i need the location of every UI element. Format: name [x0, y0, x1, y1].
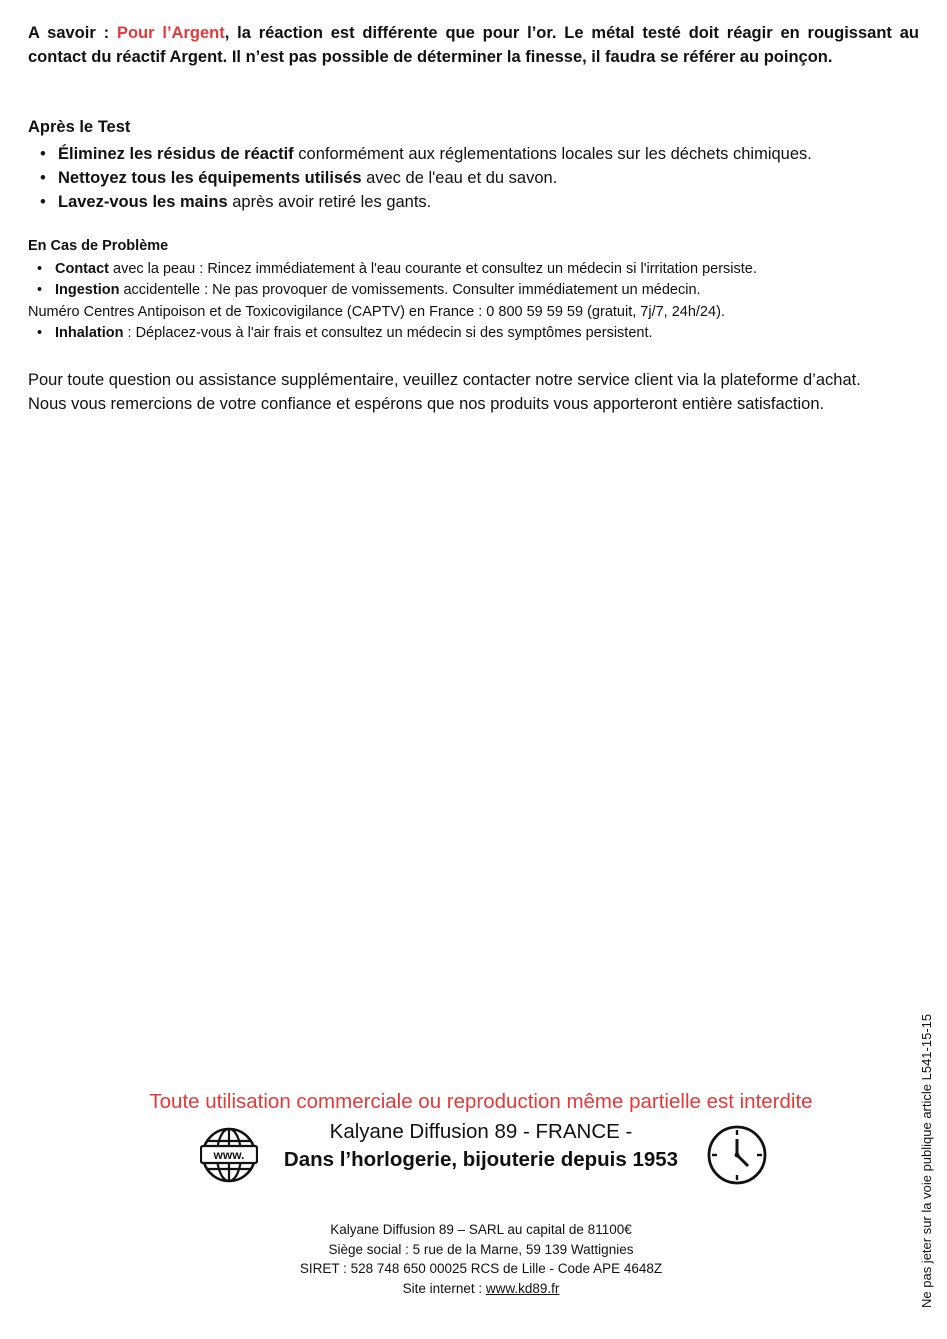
problem-heading: En Cas de Problème — [28, 238, 169, 254]
intro-highlight: Pour l’Argent — [116, 24, 225, 42]
intro-lead: A savoir : — [28, 24, 117, 42]
www-icon-text: www. — [213, 1148, 245, 1162]
company-slogan: Dans l’horlogerie, bijouterie depuis 1953 — [283, 1148, 679, 1171]
intro-rest: , la réaction est différente que pour l’or. Le métal testé doit réagir en rougissant au contact du réactif Argent. Il n’est pas possible de déterminer la finesse, il faudra se référer au poinçon. — [28, 24, 919, 66]
list-item-strong: Contact — [55, 261, 109, 277]
bullet-icon: • — [40, 145, 46, 163]
list-item — [40, 142, 812, 166]
copyright-notice: Toute utilisation commerciale ou reproduction même partielle est interdite — [149, 1090, 813, 1113]
bullet-icon: • — [37, 325, 43, 341]
after-test-heading: Après le Test — [28, 118, 131, 136]
legal-info — [0, 1220, 947, 1298]
bullet-icon: • — [40, 193, 46, 211]
list-item-strong: Lavez-vous les mains — [58, 193, 228, 211]
problem-list-2 — [37, 323, 653, 344]
list-item-strong: Inhalation — [55, 325, 124, 341]
list-item — [40, 166, 812, 190]
problem-list — [37, 259, 757, 301]
clock-icon — [706, 1124, 768, 1186]
list-item-strong: Ingestion — [55, 282, 120, 298]
side-note: Ne pas jeter sur la voie publique article L541-15-15 — [919, 1013, 934, 1308]
closing-paragraph-2: Nous vous remercions de votre confiance et espérons que nos produits vous apporteront entière satisfaction. — [28, 395, 825, 413]
list-item — [37, 280, 757, 301]
website-label: Site internet : — [402, 1280, 486, 1296]
bullet-icon: • — [37, 261, 43, 277]
after-test-list — [40, 142, 812, 214]
bullet-icon: • — [37, 282, 43, 298]
legal-line-4 — [0, 1279, 947, 1299]
company-name: Kalyane Diffusion 89 - FRANCE - — [329, 1120, 633, 1143]
legal-line-2: Siège social : 5 rue de la Marne, 59 139 Wattignies — [328, 1241, 634, 1257]
bullet-icon: • — [40, 169, 46, 187]
legal-line-1: Kalyane Diffusion 89 – SARL au capital de 81100€ — [330, 1222, 632, 1237]
list-item-strong: Éliminez les résidus de réactif — [58, 145, 294, 163]
list-item-text: : Déplacez-vous à l'air frais et consultez un médecin si des symptômes persistent. — [123, 325, 653, 341]
list-item-text: conformément aux réglementations locales sur les déchets chimiques. — [293, 145, 812, 163]
list-item — [40, 190, 812, 214]
list-item-text: accidentelle : Ne pas provoquer de vomissements. Consulter immédiatement un médecin. — [119, 282, 701, 298]
list-item-strong: Nettoyez tous les équipements utilisés — [58, 169, 362, 187]
list-item — [37, 259, 757, 280]
closing-paragraph-1: Pour toute question ou assistance supplémentaire, veuillez contacter notre service client via la plateforme d’achat. — [28, 371, 861, 389]
website-link[interactable]: www.kd89.fr — [485, 1280, 560, 1296]
legal-line-3: SIRET : 528 748 650 00025 RCS de Lille - Code APE 4648Z — [299, 1261, 663, 1276]
list-item — [37, 323, 653, 344]
list-item-text: avec la peau : Rincez immédiatement à l'eau courante et consultez un médecin si l'irritation persiste. — [108, 261, 757, 277]
captv-number: Numéro Centres Antipoison et de Toxicovigilance (CAPTV) en France : 0 800 59 59 59 (gratuit, 7j/7, 24h/24). — [28, 304, 725, 320]
side-note-anchor — [919, 1013, 934, 1309]
list-item-text: avec de l'eau et du savon. — [361, 169, 558, 187]
closing-text — [28, 368, 919, 416]
list-item-text: après avoir retiré les gants. — [227, 193, 432, 211]
intro-paragraph — [28, 21, 919, 69]
globe-www-icon — [200, 1126, 258, 1184]
